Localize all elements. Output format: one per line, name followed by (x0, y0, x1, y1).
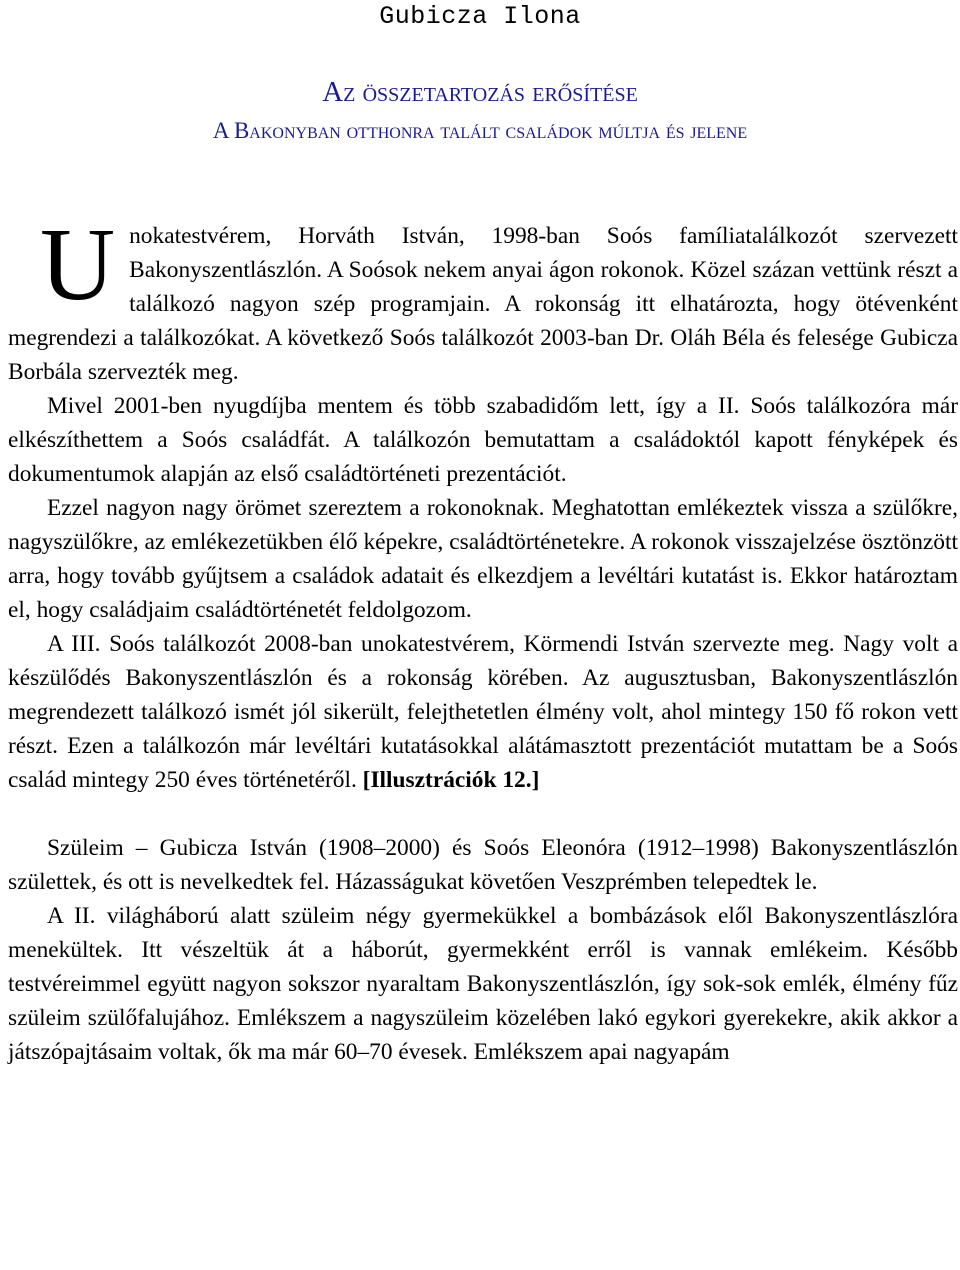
paragraph-1 (8, 207, 958, 389)
article-body (8, 207, 958, 1069)
paragraph-1-text: nokatestvérem, Horváth István, 1998-ban Soós famíliatalálkozót szervezett Bakonyszentlászlón. A Soósok nekem anyai ágon rokonok. Közel százan vettünk részt a találkozó nagyon szép programjain. A rokonság itt elhatározta, hogy ötévenként megrendezi a találkozókat. A következő Soós találkozót 2003-ban Dr. Oláh Béla és felesége Gubicza Borbála szervezték meg. (8, 223, 958, 385)
drop-cap: U (40, 207, 116, 322)
paragraph-4 (8, 627, 958, 797)
paragraph-6: A II. világháború alatt szüleim négy gyermekükkel a bombázások elől Bakonyszentlászlóra menekültek. Itt vészeltük át a háborút, gyermekként erről is vannak emlékeim. Később testvéreimmel együtt nagyon sokszor nyaraltam Bakonyszentlászlón, így sok-sok emlék, élmény fűz szüleim szülőfalujához. Emlékszem a nagyszüleim közelében lakó egykori gyerekekre, akik akkor a játszópajtásaim voltak, ők ma már 60–70 évesek. Emlékszem apai nagyapám (8, 903, 958, 1065)
page-subtitle: A Bakonyban otthonra talált családok múltja és jelene (212, 118, 748, 143)
author-name: Gubicza Ilona (379, 2, 581, 31)
illustration-reference: [Illusztrációk 12.] (362, 767, 540, 793)
paragraph-2: Mivel 2001-ben nyugdíjba mentem és több szabadidőm lett, így a II. Soós találkozóra már elkészíthettem a Soós családfát. A találkozón bemutattam a családoktól kapott fényképek és dokumentumok alapján az első családtörténeti prezentációt. (8, 393, 958, 487)
page-title: Az összetartozás erősítése (322, 76, 638, 108)
paragraph-5: Szüleim – Gubicza István (1908–2000) és Soós Eleonóra (1912–1998) Bakonyszentlászlón születtek, és ott is nevelkedtek fel. Házasságukat követően Veszprémben telepedtek le. (8, 835, 958, 895)
paragraph-4-text: A III. Soós találkozót 2008-ban unokatestvérem, Körmendi István szervezte meg. Nagy volt a készülődés Bakonyszentlászlón és a rokonság körében. Az augusztusban, Bakonyszentlászlón megrendezett találkozó ismét jól sikerült, felejthetetlen élmény volt, ahol mintegy 150 fő rokon vett részt. Ezen a találkozón már levéltári kutatásokkal alátámasztott prezentációt mutattam be a Soós család mintegy 250 éves történetéről. (8, 631, 958, 793)
paragraph-3: Ezzel nagyon nagy örömet szereztem a rokonoknak. Meghatottan emlékeztek vissza a szülőkre, nagyszülőkre, az emlékezetükben élő képekre, családtörténetekre. A rokonok visszajelzése ösztönzött arra, hogy tovább gyűjtsem a családok adatait és elkezdjem a levéltári kutatást is. Ekkor határoztam el, hogy családjaim családtörténetét feldolgozom. (8, 495, 958, 623)
